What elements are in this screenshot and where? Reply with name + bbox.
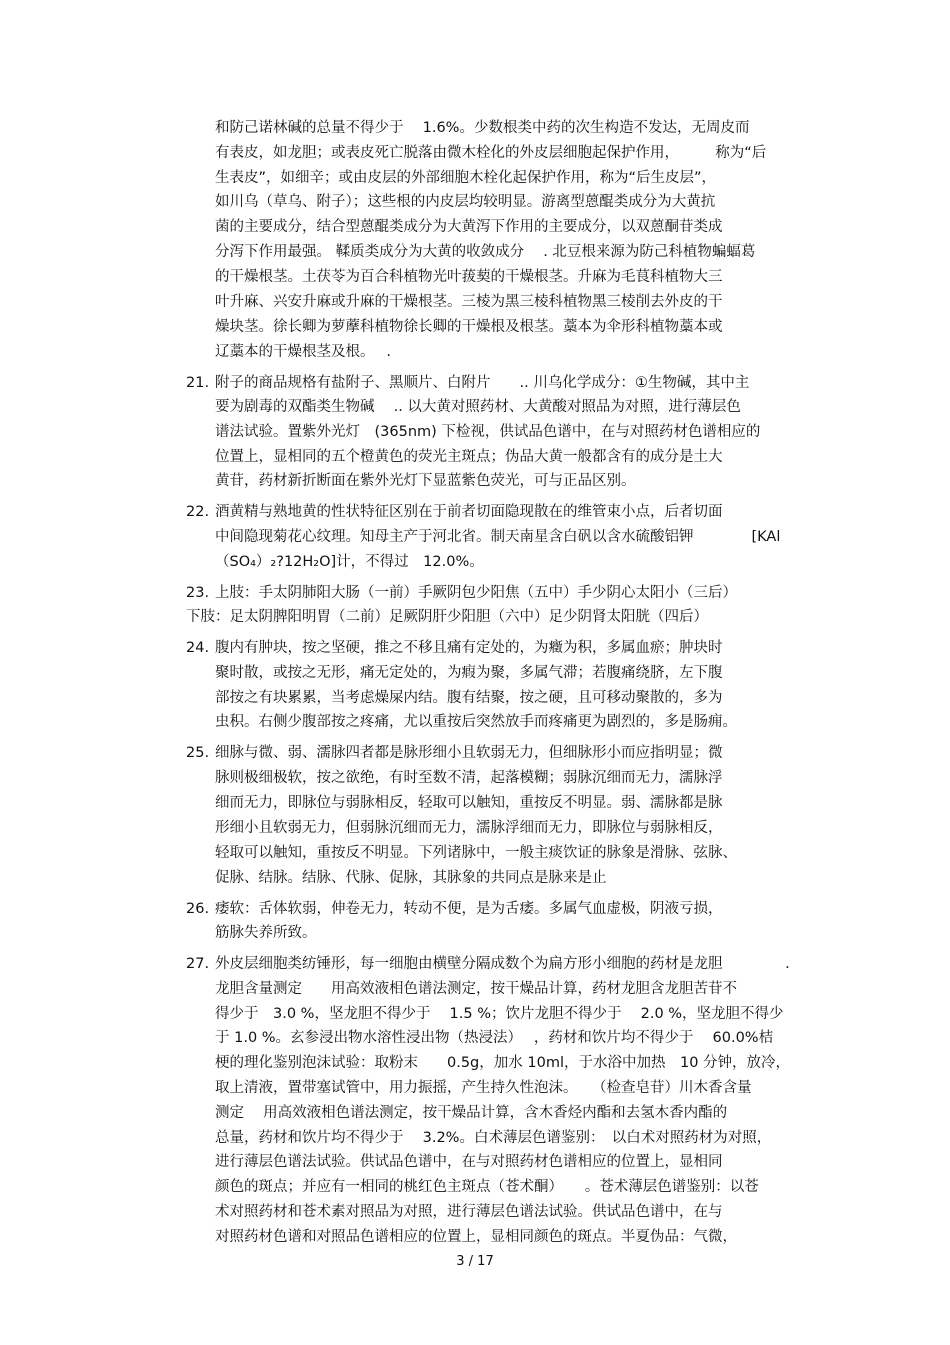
text-line: 对照药材色谱和对照品色谱相应的位置上，显相同颜色的斑点。半夏伪品：气微， bbox=[215, 1229, 737, 1245]
text-line: 细而无力，即脉位与弱脉相反，轻取可以触知，重按反不明显。弱、濡脉都是脉 bbox=[215, 795, 723, 811]
text-line: 腹内有肿块，按之坚硬，推之不移且痛有定处的，为癥为积，多属血瘀；肿块时 bbox=[215, 640, 723, 656]
item-number: 25. bbox=[186, 745, 210, 761]
text-line: 黄苷，药材新折断面在紫外光灯下显蓝紫色荧光，可与正品区别。 bbox=[215, 473, 636, 489]
text-line: 取上清液，置带塞试管中，用力振摇，产生持久性泡沫。 （检查皂苷）川木香含量 bbox=[215, 1080, 752, 1096]
text-line: 菌的主要成分，结合型蒽醌类成分为大黄泻下作用的主要成分，以双蒽酮苷类成 bbox=[215, 219, 723, 235]
text-line: 龙胆含量测定 用高效液相色谱法测定，按干燥品计算，药材龙胆含龙胆苦苷不 bbox=[215, 981, 737, 997]
page-number: 3 / 17 bbox=[456, 1254, 494, 1269]
text-line: （SO₄）₂?12H₂O]计，不得过 12.0%。 bbox=[215, 554, 484, 570]
text-line: 中间隐现菊花心纹理。知母主产于河北省。制天南星含白矾以含水硫酸铝钾 [KAl bbox=[215, 529, 781, 545]
text-line: 形细小且软弱无力，但弱脉沉细而无力，濡脉浮细而无力，即脉位与弱脉相反， bbox=[215, 820, 723, 836]
text-line: 上肢：手太阴肺阳大肠（一前）手厥阴包少阳焦（五中）手少阴心太阳小（三后） bbox=[215, 585, 737, 601]
item-number: 23. bbox=[186, 585, 210, 601]
text-line: 总量，药材和饮片均不得少于 3.2%。白术薄层色谱鉴别： 以白术对照药材为对照， bbox=[215, 1130, 772, 1146]
text-line: 术对照药材和苍术素对照品为对照，进行薄层色谱法试验。供试品色谱中，在与 bbox=[215, 1204, 723, 1220]
text-line: 细脉与微、弱、濡脉四者都是脉形细小且软弱无力，但细脉形小而应指明显；微 bbox=[215, 745, 723, 761]
item-number: 26. bbox=[186, 901, 210, 917]
text-line: 脉则极细极软，按之欲绝，有时至数不清，起落模糊；弱脉沉细而无力，濡脉浮 bbox=[215, 770, 723, 786]
text-line: 燥块茎。徐长卿为萝藦科植物徐长卿的干燥根及根茎。藁本为伞形科植物藁本或 bbox=[215, 319, 723, 335]
text-line: 的干燥根茎。土茯苓为百合科植物光叶菝葜的干燥根茎。升麻为毛茛科植物大三 bbox=[215, 269, 723, 285]
text-line: 生表皮”，如细辛；或由皮层的外部细胞木栓化起保护作用，称为“后生皮层”， bbox=[215, 170, 717, 186]
text-line: 附子的商品规格有盐附子、黑顺片、白附片 .. 川乌化学成分：①生物碱，其中主 bbox=[215, 375, 750, 391]
text-line: 筋脉失养所致。 bbox=[215, 925, 317, 941]
text-line: 要为剧毒的双酯类生物碱 .. 以大黄对照药材、大黄酸对照品为对照，进行薄层色 bbox=[215, 399, 741, 415]
text-line: 下肢：足太阴脾阳明胃（二前）足厥阴肝少阳胆（六中）足少阴肾太阳胱（四后） bbox=[186, 609, 708, 625]
text-line: 进行薄层色谱法试验。供试品色谱中，在与对照药材色谱相应的位置上，显相同 bbox=[215, 1154, 723, 1170]
text-line: 叶升麻、兴安升麻或升麻的干燥根茎。三棱为黑三棱科植物黑三棱削去外皮的干 bbox=[215, 294, 723, 310]
text-line: 痿软：舌体软弱，伸卷无力，转动不便，是为舌痿。多属气血虚极，阴液亏损， bbox=[215, 901, 723, 917]
text-line: 有表皮，如龙胆；或表皮死亡脱落由微木栓化的外皮层细胞起保护作用， 称为“后 bbox=[215, 145, 767, 161]
text-line: 谱法试验。置紫外光灯 (365nm) 下检视，供试品色谱中，在与对照药材色谱相应的 bbox=[215, 424, 761, 440]
text-line: 分泻下作用最强。 鞣质类成分为大黄的收敛成分 . 北豆根来源为防己科植物蝙蝠葛 bbox=[215, 244, 756, 260]
text-line: 如川乌（草乌、附子）；这些根的内皮层均较明显。游离型蒽醌类成分为大黄抗 bbox=[215, 194, 716, 210]
text-line: 酒黄精与熟地黄的性状特征区别在于前者切面隐现散在的维管束小点，后者切面 bbox=[215, 504, 723, 520]
text-line: 梗的理化鉴别泡沫试验：取粉末 0.5g，加水 10ml，于水浴中加热 10 分钟，放冷， bbox=[215, 1055, 791, 1071]
text-line: 虫积。右侧少腹部按之疼痛，尤以重按后突然放手而疼痛更为剧烈的，多是肠痈。 bbox=[215, 714, 737, 730]
text-line: 于 1.0 %。玄参浸出物水溶性浸出物（热浸法） ，药材和饮片均不得少于 60.0%桔 bbox=[215, 1030, 774, 1046]
item-number: 24. bbox=[186, 640, 210, 656]
item-number: 27. bbox=[186, 956, 210, 972]
item-number: 22. bbox=[186, 504, 210, 520]
text-line: 聚时散，或按之无形，痛无定处的，为瘕为聚，多属气滞；若腹痛绕脐，左下腹 bbox=[215, 665, 723, 681]
text-line: 位置上，显相同的五个橙黄色的荧光主斑点；伪品大黄一般都含有的成分是土大 bbox=[215, 449, 723, 465]
text-line: 和防己诺林碱的总量不得少于 1.6%。少数根类中药的次生构造不发达，无周皮而 bbox=[215, 120, 750, 136]
item-number: 21. bbox=[186, 375, 210, 391]
text-line: 辽藁本的干燥根茎及根。 . bbox=[215, 344, 391, 360]
text-line: 测定 用高效液相色谱法测定，按干燥品计算，含木香烃内酯和去氢木香内酯的 bbox=[215, 1105, 728, 1121]
text-line: 部按之有块累累，当考虑燥屎内结。腹有结聚，按之硬，且可移动聚散的，多为 bbox=[215, 690, 723, 706]
text-line: 促脉、结脉。结脉、代脉、促脉，其脉象的共同点是脉来是止 bbox=[215, 870, 607, 886]
text-line: 轻取可以触知，重按反不明显。下列诸脉中，一般主痰饮证的脉象是滑脉、弦脉、 bbox=[215, 845, 737, 861]
text-line: 外皮层细胞类纺锤形，每一细胞由横壁分隔成数个为扁方形小细胞的药材是龙胆 . bbox=[215, 956, 790, 972]
text-line: 得少于 3.0 %，坚龙胆不得少于 1.5 %；饮片龙胆不得少于 2.0 %，坚龙胆不得少 bbox=[215, 1006, 784, 1022]
text-line: 颜色的斑点；并应有一相同的桃红色主斑点（苍术酮） 。苍术薄层色谱鉴别：以苍 bbox=[215, 1179, 759, 1195]
